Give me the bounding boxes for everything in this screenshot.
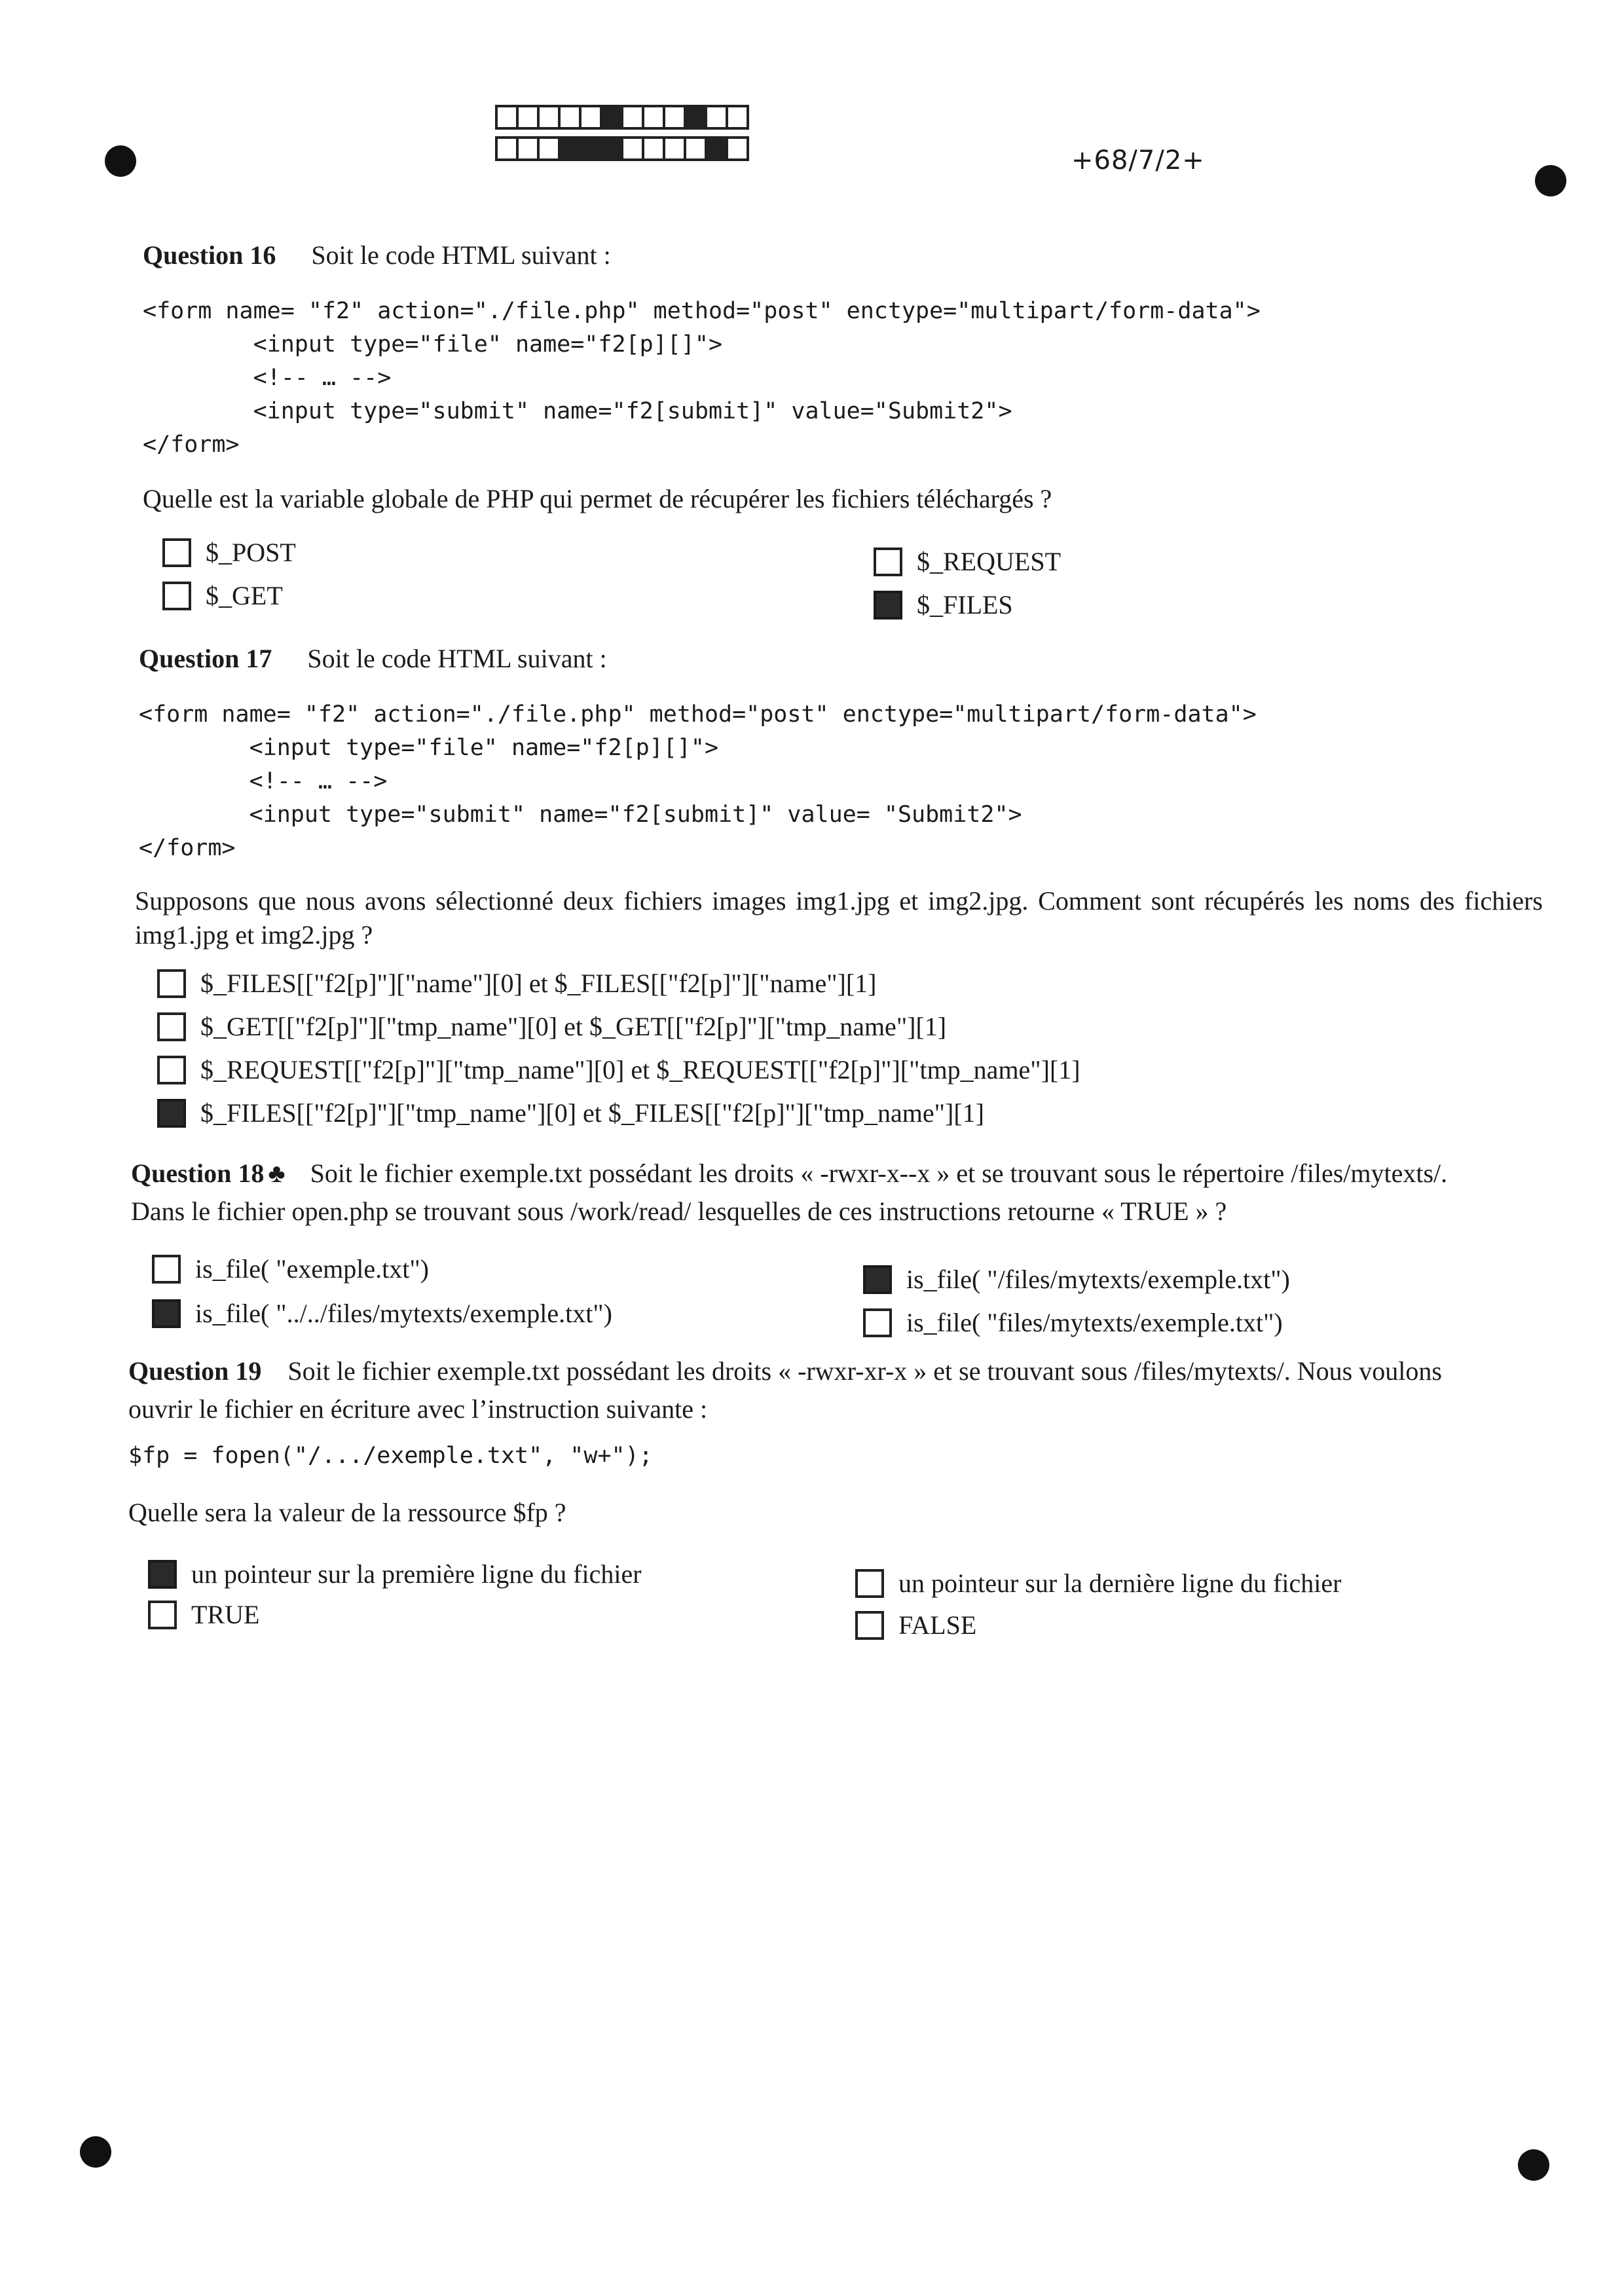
barcode-cell	[600, 136, 623, 161]
answer-checkbox[interactable]	[157, 1012, 186, 1041]
barcode-cell	[684, 105, 707, 130]
barcode-cell	[537, 105, 561, 130]
code-line: <input type="submit" name="f2[submit]" value= "Submit2">	[139, 802, 1022, 828]
answer-option[interactable]	[874, 546, 1061, 577]
barcode-cell	[663, 105, 686, 130]
code-line: <input type="file" name="f2[p][]">	[143, 331, 723, 358]
answer-option[interactable]	[148, 1599, 259, 1630]
answer-checkbox[interactable]	[152, 1255, 181, 1284]
answer-label: $_GET	[206, 581, 283, 610]
answer-option[interactable]	[157, 1098, 984, 1128]
code-line: <form name= "f2" action="./file.php" method="post" enctype="multipart/form-data">	[143, 298, 1261, 324]
barcode-cell	[705, 136, 728, 161]
barcode-cell	[663, 136, 686, 161]
answer-label: FALSE	[898, 1610, 977, 1640]
barcode-cell	[516, 105, 540, 130]
answer-checkbox[interactable]	[162, 582, 191, 610]
page-barcode	[495, 105, 747, 168]
question-number: Question 16	[143, 240, 276, 270]
answer-checkbox[interactable]	[874, 547, 902, 576]
answer-label: $_POST	[206, 538, 296, 567]
answer-label: $_FILES	[917, 590, 1013, 620]
answer-checkbox[interactable]	[855, 1569, 884, 1598]
answer-label: TRUE	[191, 1600, 260, 1629]
page-identifier: +68/7/2+	[1071, 145, 1205, 176]
code-line: <input type="submit" name="f2[submit]" value="Submit2">	[143, 398, 1012, 424]
question-16-code	[143, 295, 1261, 462]
question-18-line-2: Dans le fichier open.php se trouvant sous /work/read/ lesquelles de ces instructions retourne « TRUE » ?	[131, 1196, 1227, 1226]
barcode-cell	[600, 105, 623, 130]
question-18-line-1	[131, 1158, 1447, 1189]
registration-mark-top-left	[105, 145, 136, 177]
answer-checkbox[interactable]	[148, 1601, 177, 1629]
barcode-cell	[579, 136, 602, 161]
code-line: </form>	[139, 835, 236, 861]
answer-option[interactable]	[157, 1011, 946, 1042]
question-17-code	[139, 698, 1257, 865]
answer-option[interactable]	[152, 1298, 612, 1329]
barcode-cell	[642, 105, 665, 130]
answer-label: $_FILES[["f2[p]"]["name"][0] et $_FILES[["f2[p]"]["name"][1]	[200, 969, 877, 998]
answer-label: is_file( "/files/mytexts/exemple.txt")	[906, 1265, 1290, 1294]
answer-checkbox[interactable]	[157, 1056, 186, 1084]
answer-option[interactable]	[863, 1264, 1290, 1295]
question-statement: Soit le fichier exemple.txt possédant les droits « -rwxr-x--x » et se trouvant sous le répertoire /files/mytexts/.	[310, 1158, 1448, 1188]
club-icon: ♣	[268, 1158, 286, 1188]
barcode-cell	[558, 136, 581, 161]
barcode-cell	[684, 136, 707, 161]
answer-label: is_file( "files/mytexts/exemple.txt")	[906, 1308, 1283, 1337]
question-16-title	[143, 240, 611, 270]
barcode-row	[495, 136, 747, 161]
answer-checkbox[interactable]	[863, 1308, 892, 1337]
question-19-line-1	[128, 1356, 1442, 1386]
answer-label: is_file( "../../files/mytexts/exemple.txt")	[195, 1299, 612, 1328]
answer-checkbox[interactable]	[863, 1265, 892, 1294]
question-statement: Soit le fichier exemple.txt possédant les droits « -rwxr-xr-x » et se trouvant sous /files/mytexts/. Nous voulons	[287, 1356, 1442, 1386]
barcode-cell	[516, 136, 540, 161]
barcode-cell	[642, 136, 665, 161]
answer-checkbox[interactable]	[874, 591, 902, 620]
answer-option[interactable]	[157, 968, 877, 999]
answer-option[interactable]	[855, 1610, 976, 1640]
answer-option[interactable]	[162, 537, 296, 568]
answer-checkbox[interactable]	[152, 1299, 181, 1328]
question-number: Question 19	[128, 1356, 262, 1386]
barcode-cell	[495, 136, 519, 161]
answer-checkbox[interactable]	[157, 1099, 186, 1128]
answer-option[interactable]	[863, 1307, 1283, 1338]
answer-checkbox[interactable]	[855, 1611, 884, 1640]
answer-label: un pointeur sur la dernière ligne du fichier	[898, 1568, 1342, 1598]
barcode-cell	[705, 105, 728, 130]
answer-option[interactable]	[152, 1253, 429, 1284]
answer-option[interactable]	[874, 589, 1013, 620]
barcode-row	[495, 105, 747, 130]
question-17-title	[139, 643, 607, 674]
answer-option[interactable]	[855, 1568, 1341, 1599]
barcode-cell	[537, 136, 561, 161]
code-line: <form name= "f2" action="./file.php" method="post" enctype="multipart/form-data">	[139, 701, 1257, 728]
code-line: <input type="file" name="f2[p][]">	[139, 735, 719, 761]
answer-checkbox[interactable]	[148, 1560, 177, 1589]
question-16-prompt: Quelle est la variable globale de PHP qui permet de récupérer les fichiers téléchargés ?	[143, 484, 1052, 513]
question-17-prompt: Supposons que nous avons sélectionné deux fichiers images img1.jpg et img2.jpg. Comment sont récupérés les noms des fichiers img1.jpg et img2.jpg ?	[135, 886, 1543, 950]
answer-label: $_REQUEST	[917, 547, 1061, 576]
question-number: Question 18	[131, 1158, 265, 1188]
answer-label: $_GET[["f2[p]"]["tmp_name"][0] et $_GET[["f2[p]"]["tmp_name"][1]	[200, 1012, 947, 1041]
question-19-line-2: ouvrir le fichier en écriture avec l’instruction suivante :	[128, 1394, 708, 1424]
answer-checkbox[interactable]	[162, 538, 191, 567]
code-line: <!-- … -->	[143, 365, 392, 391]
answer-label: $_REQUEST[["f2[p]"]["tmp_name"][0] et $_REQUEST[["f2[p]"]["tmp_name"][1]	[200, 1055, 1080, 1084]
code-line: <!-- … -->	[139, 768, 388, 794]
answer-option[interactable]	[148, 1559, 642, 1589]
answer-label: is_file( "exemple.txt")	[195, 1254, 429, 1284]
answer-checkbox[interactable]	[157, 969, 186, 998]
barcode-cell	[726, 136, 749, 161]
barcode-cell	[579, 105, 602, 130]
code-line: </form>	[143, 432, 240, 458]
barcode-cell	[621, 136, 644, 161]
registration-mark-top-right	[1535, 165, 1566, 196]
question-number: Question 17	[139, 644, 272, 673]
question-intro: Soit le code HTML suivant :	[311, 240, 611, 270]
answer-label: $_FILES[["f2[p]"]["tmp_name"][0] et $_FILES[["f2[p]"]["tmp_name"][1]	[200, 1098, 984, 1128]
barcode-cell	[558, 105, 581, 130]
registration-mark-bottom-right	[1518, 2149, 1549, 2181]
barcode-cell	[495, 105, 519, 130]
barcode-cell	[621, 105, 644, 130]
question-19-prompt: Quelle sera la valeur de la ressource $fp ?	[128, 1498, 566, 1527]
registration-mark-bottom-left	[80, 2136, 111, 2168]
question-intro: Soit le code HTML suivant :	[307, 644, 607, 673]
answer-label: un pointeur sur la première ligne du fichier	[191, 1559, 642, 1589]
answer-option[interactable]	[162, 580, 283, 611]
answer-option[interactable]	[157, 1054, 1080, 1085]
barcode-cell	[726, 105, 749, 130]
question-19-code: $fp = fopen("/.../exemple.txt", "w+");	[128, 1443, 653, 1469]
